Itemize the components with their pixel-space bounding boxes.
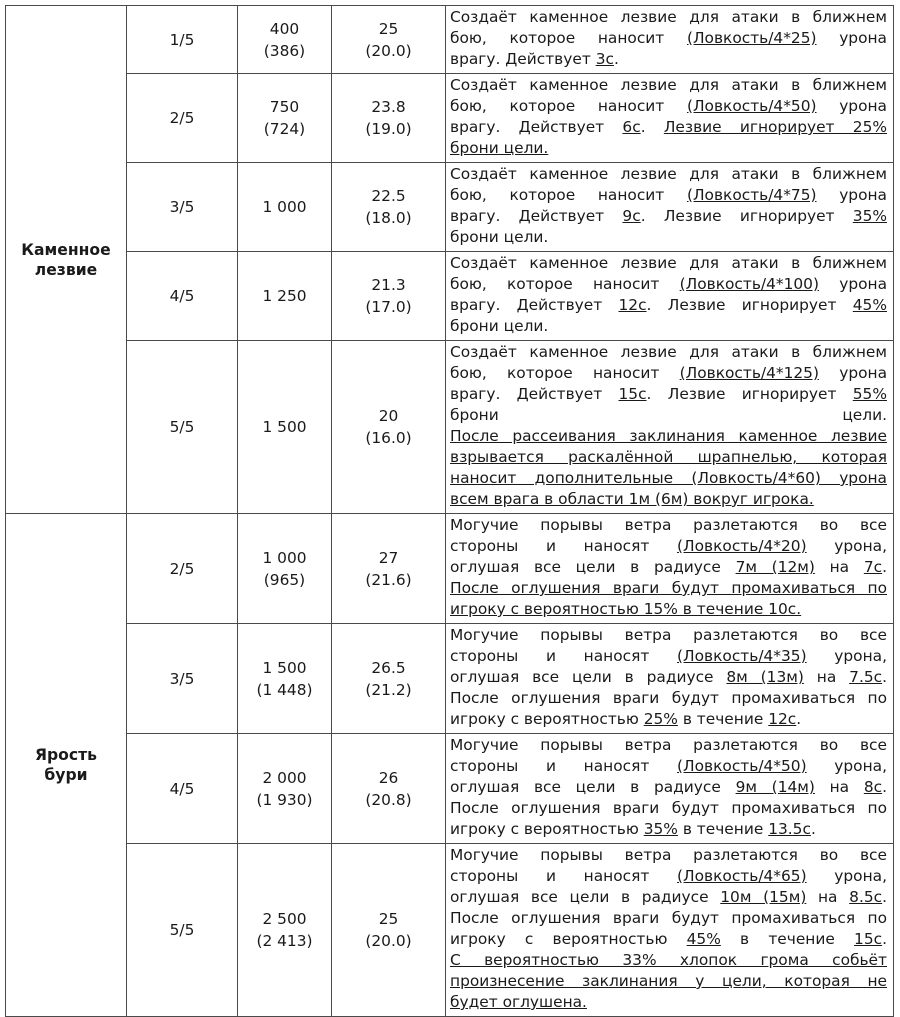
table-row	[6, 74, 894, 163]
description-line	[450, 992, 887, 1013]
description-line	[450, 887, 887, 908]
description-line	[450, 515, 887, 536]
description-cell	[446, 341, 894, 514]
description-line	[450, 950, 887, 971]
skill-name-line: лезвие	[34, 260, 98, 279]
level-cell: 4/5	[127, 734, 238, 844]
cooldown-value: (20.8)	[365, 790, 412, 809]
description-line	[450, 75, 887, 96]
description-line	[450, 866, 887, 887]
description-text: на	[814, 558, 864, 576]
description-text: брони цели.	[450, 228, 549, 246]
description-text: урона,	[806, 647, 887, 665]
description-line	[450, 536, 887, 557]
cooldown-value: 23.8	[371, 98, 406, 116]
description-text: .	[796, 710, 802, 728]
description-text: Могучие порывы ветра разлетаются во все	[450, 516, 887, 534]
description-text: бою, которое наносит	[450, 364, 680, 382]
description-text: оглушая все цели в радиусе	[450, 558, 736, 576]
table-row	[6, 844, 894, 1017]
highlighted-text: С вероятностью 33% хлопок грома собьёт	[450, 951, 887, 969]
cost-value: (1 930)	[256, 790, 313, 809]
description-line	[450, 96, 887, 117]
description-text: оглушая все цели в радиусе	[450, 778, 736, 796]
description-line	[450, 274, 887, 295]
highlighted-text: 15с	[854, 930, 883, 948]
description-line	[450, 342, 887, 363]
description-cell	[446, 163, 894, 252]
description-text: .	[882, 930, 887, 948]
highlighted-text: (Ловкость/4*100)	[679, 275, 819, 293]
highlighted-text: (Ловкость/4*50)	[677, 757, 807, 775]
cost-cell	[238, 734, 332, 844]
skill-name-cell	[6, 6, 127, 514]
cost-value: 2 500	[262, 910, 307, 928]
description-text: стороны и наносят	[450, 537, 678, 555]
description-text: Создаёт каменное лезвие для атаки в ближнем	[450, 8, 887, 26]
description-line	[450, 227, 887, 248]
skill-name-line: бури	[44, 766, 88, 784]
highlighted-text: 55%	[852, 385, 887, 403]
highlighted-text: 9с	[622, 207, 641, 225]
description-line	[450, 646, 887, 667]
cost-cell	[238, 341, 332, 514]
highlighted-text: 12с	[768, 710, 797, 728]
cooldown-cell	[332, 341, 446, 514]
description-text: Создаёт каменное лезвие для атаки в ближнем	[450, 76, 887, 94]
description-line	[450, 468, 887, 489]
description-line	[450, 426, 887, 447]
description-text: .	[613, 50, 619, 68]
description-text: Могучие порывы ветра разлетаются во все	[450, 736, 887, 754]
description-text: игроку с вероятностью	[450, 710, 644, 728]
cost-value: (2 413)	[256, 932, 313, 950]
highlighted-text: брони цели.	[450, 139, 549, 157]
description-line	[450, 798, 887, 819]
level-cell: 5/5	[127, 844, 238, 1017]
description-line	[450, 557, 887, 578]
highlighted-text: 6с	[622, 118, 641, 136]
description-line	[450, 49, 887, 70]
description-text: стороны и наносят	[450, 647, 678, 665]
description-text: . Лезвие игнорирует	[640, 207, 853, 225]
description-text: в течение	[720, 930, 855, 948]
description-line	[450, 578, 887, 599]
description-line	[450, 756, 887, 777]
description-text: Создаёт каменное лезвие для атаки в ближнем	[450, 254, 887, 272]
description-line	[450, 489, 887, 510]
description-line	[450, 688, 887, 709]
description-text: После оглушения враги будут промахиваться по	[450, 689, 887, 707]
table-row	[6, 624, 894, 734]
highlighted-text: (Ловкость/4*20)	[677, 537, 807, 555]
highlighted-text: (Ловкость/4*125)	[679, 364, 819, 382]
description-text: урона	[818, 275, 887, 293]
description-text: урона,	[806, 867, 887, 885]
cost-cell	[238, 844, 332, 1017]
description-text: Могучие порывы ветра разлетаются во все	[450, 626, 887, 644]
cost-value: 1 500	[262, 658, 307, 677]
cooldown-cell	[332, 514, 446, 624]
highlighted-text: игроку с вероятностью 15% в течение 10с.	[450, 600, 802, 618]
highlighted-text: 7.5с	[849, 668, 883, 686]
cost-cell	[238, 624, 332, 734]
description-text: на	[814, 778, 864, 796]
description-text: урона,	[806, 537, 887, 555]
cost-cell	[238, 514, 332, 624]
description-line	[450, 363, 887, 384]
cooldown-value: 25	[378, 910, 399, 928]
highlighted-text: 15с	[618, 385, 647, 403]
description-text: на	[806, 888, 850, 906]
description-cell	[446, 844, 894, 1017]
description-line	[450, 138, 887, 159]
description-line	[450, 316, 887, 337]
highlighted-text: 8.5с	[849, 888, 883, 906]
skills-table	[5, 5, 894, 1017]
description-line	[450, 405, 887, 426]
highlighted-text: (Ловкость/4*50)	[686, 97, 817, 115]
description-line	[450, 735, 887, 756]
description-text: стороны и наносят	[450, 867, 678, 885]
cooldown-value: (16.0)	[365, 429, 412, 447]
cost-value: 2 000	[262, 768, 307, 787]
description-text: врагу. Действует	[450, 118, 623, 136]
description-text: После оглушения враги будут промахиваться по	[450, 799, 887, 817]
cost-value: (724)	[263, 120, 306, 138]
description-text: брони цели.	[450, 317, 549, 335]
table-row	[6, 6, 894, 74]
skill-name-line: Каменное	[21, 240, 111, 259]
cooldown-value: 20	[378, 407, 399, 425]
description-cell	[446, 252, 894, 341]
description-line	[450, 709, 887, 730]
description-text: Могучие порывы ветра разлетаются во все	[450, 846, 887, 864]
description-line	[450, 819, 887, 840]
description-cell	[446, 6, 894, 74]
highlighted-text: взрывается раскалённой шрапнелью, которая	[450, 448, 887, 466]
table-row	[6, 734, 894, 844]
highlighted-text: (Ловкость/4*65)	[677, 867, 807, 885]
cooldown-cell	[332, 6, 446, 74]
highlighted-text: всем врага в области 1м (6м) вокруг игрока.	[450, 490, 814, 508]
cost-value: 1 000	[262, 548, 307, 567]
cooldown-cell	[332, 252, 446, 341]
description-text: оглушая все цели в радиусе	[450, 888, 721, 906]
highlighted-text: (Ловкость/4*75)	[686, 186, 817, 204]
highlighted-text: 3с	[595, 50, 614, 68]
description-text: в течение	[677, 710, 769, 728]
description-line	[450, 929, 887, 950]
skill-name-cell	[6, 514, 127, 1017]
description-line	[450, 447, 887, 468]
level-cell: 4/5	[127, 252, 238, 341]
cooldown-value: (20.0)	[365, 41, 412, 60]
highlighted-text: произнесение заклинания у цели, которая не	[450, 972, 887, 990]
highlighted-text: После рассеивания заклинания каменное лезвие	[450, 427, 887, 445]
description-text: бою, которое наносит	[450, 97, 687, 115]
cooldown-cell	[332, 734, 446, 844]
description-line	[450, 971, 887, 992]
highlighted-text: 13.5с	[768, 820, 811, 838]
highlighted-text: будет оглушена.	[450, 993, 587, 1011]
cooldown-value: (17.0)	[365, 298, 412, 316]
description-text: врагу. Действует	[450, 50, 596, 68]
description-line	[450, 845, 887, 866]
cost-value: 750	[269, 98, 300, 116]
description-cell	[446, 74, 894, 163]
highlighted-text: После оглушения враги будут промахиваться по	[450, 579, 887, 597]
description-line	[450, 777, 887, 798]
description-text: урона,	[806, 757, 887, 775]
description-line	[450, 117, 887, 138]
cooldown-value: 27	[378, 548, 399, 567]
table-row	[6, 514, 894, 624]
highlighted-text: 12с	[618, 296, 647, 314]
cost-value: 1 000	[262, 198, 307, 216]
highlighted-text: 25%	[643, 710, 678, 728]
level-cell: 5/5	[127, 341, 238, 514]
cooldown-value: 22.5	[371, 187, 406, 205]
description-text: урона	[816, 97, 887, 115]
description-text: в течение	[677, 820, 769, 838]
level-cell: 2/5	[127, 74, 238, 163]
description-text: Создаёт каменное лезвие для атаки в ближнем	[450, 343, 887, 361]
cooldown-value: (18.0)	[365, 209, 412, 227]
cooldown-cell	[332, 624, 446, 734]
highlighted-text: 8м (13м)	[726, 668, 804, 686]
description-text: После оглушения враги будут промахиваться по	[450, 909, 887, 927]
highlighted-text: (Ловкость/4*35)	[677, 647, 807, 665]
description-text: на	[803, 668, 850, 686]
table-row	[6, 163, 894, 252]
cooldown-value: 25	[378, 19, 399, 38]
level-cell: 3/5	[127, 624, 238, 734]
cost-value: (386)	[263, 41, 306, 60]
table-row	[6, 252, 894, 341]
description-text: стороны и наносят	[450, 757, 678, 775]
highlighted-text: 10м (15м)	[720, 888, 807, 906]
description-text: .	[882, 558, 887, 576]
highlighted-text: 35%	[643, 820, 678, 838]
description-text: врагу. Действует	[450, 296, 619, 314]
description-cell	[446, 734, 894, 844]
table-row	[6, 341, 894, 514]
highlighted-text: 9м (14м)	[735, 778, 815, 796]
description-text: врагу. Действует	[450, 207, 623, 225]
cooldown-value: 26	[378, 768, 399, 787]
highlighted-text: (Ловкость/4*25)	[686, 29, 817, 47]
description-text: урона	[816, 29, 887, 47]
description-text: .	[882, 888, 888, 906]
description-line	[450, 667, 887, 688]
cooldown-value: 26.5	[371, 658, 406, 677]
highlighted-text: 8с	[863, 778, 883, 796]
cost-cell	[238, 6, 332, 74]
description-line	[450, 7, 887, 28]
description-text: бою, которое наносит	[450, 29, 687, 47]
description-cell	[446, 624, 894, 734]
highlighted-text: Лезвие игнорирует 25%	[663, 118, 887, 136]
cost-cell	[238, 163, 332, 252]
description-text: бою, которое наносит	[450, 275, 680, 293]
description-text: .	[882, 778, 887, 796]
description-line	[450, 908, 887, 929]
cooldown-cell	[332, 163, 446, 252]
description-text: Создаёт каменное лезвие для атаки в ближнем	[450, 165, 887, 183]
cooldown-cell	[332, 844, 446, 1017]
highlighted-text: 7м (12м)	[735, 558, 815, 576]
description-line	[450, 253, 887, 274]
highlighted-text: 45%	[686, 930, 721, 948]
description-text: игроку с вероятностью	[450, 820, 644, 838]
skills-table-body	[6, 6, 894, 1017]
description-text: .	[640, 118, 664, 136]
description-text: .	[882, 668, 888, 686]
description-text: брони цели.	[450, 406, 887, 424]
cost-value: 1 250	[262, 287, 307, 305]
cooldown-value: (19.0)	[365, 120, 412, 138]
highlighted-text: наносит дополнительные (Ловкость/4*60) урона	[450, 469, 887, 487]
description-text: игроку с вероятностью	[450, 930, 687, 948]
description-cell	[446, 514, 894, 624]
skill-name-line: Ярость	[34, 746, 98, 764]
cooldown-value: 21.3	[371, 276, 406, 294]
cost-cell	[238, 252, 332, 341]
level-cell: 1/5	[127, 6, 238, 74]
description-text: .	[810, 820, 816, 838]
description-line	[450, 206, 887, 227]
description-text: . Лезвие игнорирует	[646, 385, 853, 403]
description-line	[450, 599, 887, 620]
highlighted-text: 35%	[852, 207, 887, 225]
cooldown-value: (21.2)	[365, 680, 412, 699]
description-line	[450, 164, 887, 185]
highlighted-text: 45%	[852, 296, 887, 314]
level-cell: 3/5	[127, 163, 238, 252]
description-text: оглушая все цели в радиусе	[450, 668, 727, 686]
cost-value: (1 448)	[256, 680, 313, 699]
cooldown-value: (21.6)	[365, 570, 412, 589]
description-line	[450, 384, 887, 405]
cooldown-cell	[332, 74, 446, 163]
description-line	[450, 28, 887, 49]
cost-value: (965)	[263, 570, 306, 589]
cost-value: 1 500	[262, 418, 307, 436]
cost-value: 400	[269, 19, 300, 38]
highlighted-text: 7с	[863, 558, 883, 576]
description-text: урона	[816, 186, 887, 204]
description-text: врагу. Действует	[450, 385, 619, 403]
cooldown-value: (20.0)	[365, 932, 412, 950]
description-text: бою, которое наносит	[450, 186, 687, 204]
description-text: . Лезвие игнорирует	[646, 296, 853, 314]
description-line	[450, 295, 887, 316]
description-text: урона	[818, 364, 887, 382]
description-line	[450, 185, 887, 206]
level-cell: 2/5	[127, 514, 238, 624]
description-line	[450, 625, 887, 646]
cost-cell	[238, 74, 332, 163]
